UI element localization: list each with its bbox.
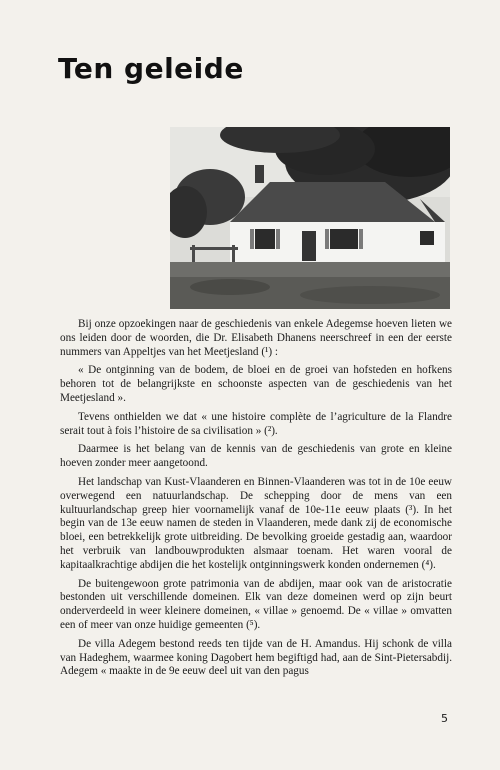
paragraph: De villa Adegem bestond reeds ten tijde van de H. Amandus. Hij schonk de villa van Hadeghem, waarmee koning Dagobert hem begiftigd had, aan de Sint-Pietersabdij. Adegem « maakte in de 9e eeuw deel uit van den pagus: [60, 637, 452, 678]
farmhouse-illustration: [170, 127, 450, 309]
paragraph: « De ontginning van de bodem, de bloei en de groei van hofsteden en hofkens behoren tot de belangrijkste en schoonste aspecten van de geschiedenis van het Meetjesland ».: [60, 364, 452, 404]
paragraph: Bij onze opzoekingen naar de geschiedenis van enkele Adegemse hoeven lieten we ons leiden door de woorden, die Dr. Elisabeth Dhanens neerschreef in een der eerste nummers van Appeltjes van het Meetjesland (¹) :: [60, 318, 452, 358]
page-title: Ten geleide: [58, 52, 244, 85]
paragraph: De buitengewoon grote patrimonia van de abdijen, maar ook van de aristocratie bestonden uit verschillende domeinen. Elk van deze domeinen werd op zijn beurt onderverdeeld in weer kleinere domeinen, « villae » genoemd. De « villae » omvatten een of meer van onze huidige gemeenten (⁵).: [60, 577, 452, 631]
article-body: [60, 318, 452, 684]
page-number: 5: [441, 712, 448, 725]
paragraph: Het landschap van Kust-Vlaanderen en Binnen-Vlaanderen was tot in de 10e eeuw overwegend een natuurlandschap. De schepping door de mens van een kultuurlandschap greep hier voornamelijk vanaf de 10e-11e eeuw plaats (³). In het begin van de 13e eeuw namen de steden in Vlaanderen, mede dank zij de economische bloei, een betrekkelijk grote uitbreiding. De bevolking groeide gestadig aan, waardoor het verbruik van landbouwprodukten alsmaar toenam. Het waren vooral de kapitaalkrachtige abdijen die het kostelijk ontginningswerk konden ondernemen (⁴).: [60, 475, 452, 571]
paragraph: Tevens onthielden we dat « une histoire complète de l’agriculture de la Flandre serait tout à fois l’histoire de sa civilisation » (²).: [60, 410, 452, 437]
farmhouse-photo: [170, 127, 450, 309]
paragraph: Daarmee is het belang van de kennis van de geschiedenis van grote en kleine hoeven zonder meer aangetoond.: [60, 443, 452, 470]
